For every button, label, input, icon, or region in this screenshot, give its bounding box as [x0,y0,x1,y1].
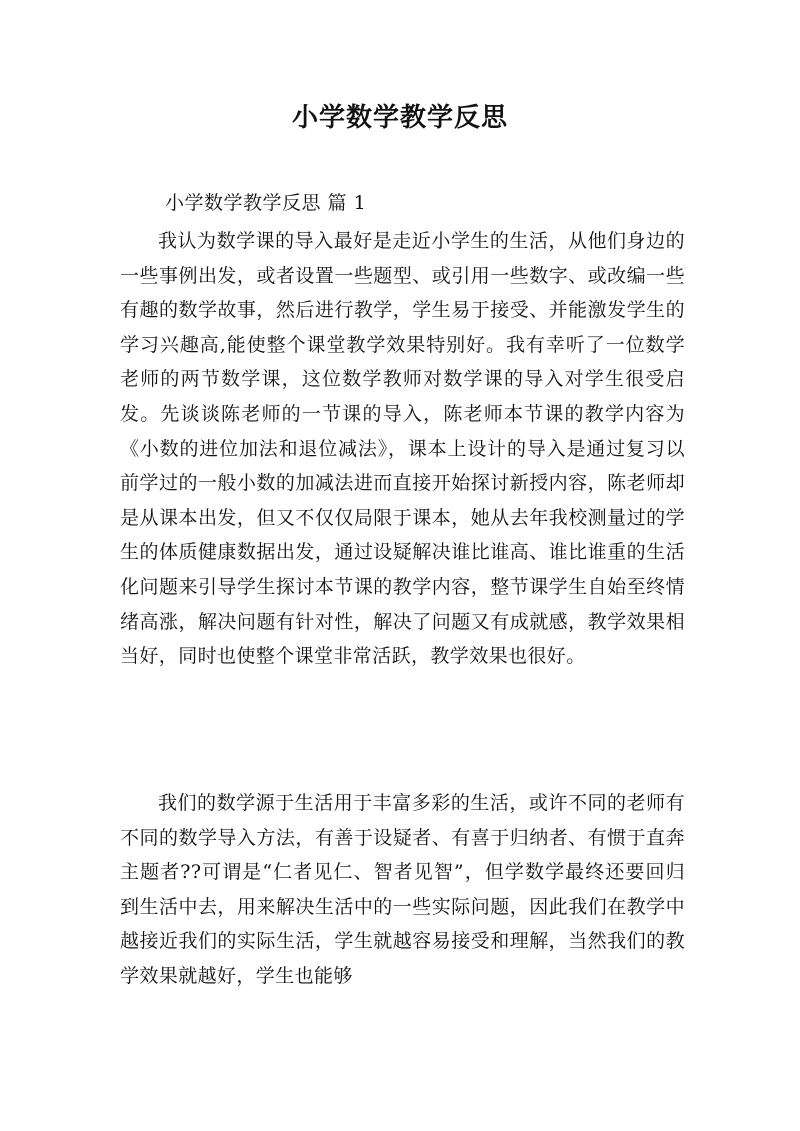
body-paragraph-2: 我们的数学源于生活用于丰富多彩的生活，或许不同的老师有不同的数学导入方法，有善于设疑者、有喜于归纳者、有惯于直奔主题者??可谓是“仁者见仁、智者见智”，但学数学最终还要回归到生活中去，用来解决生活中的一些实际问题，因此我们在教学中越接近我们的实际生活，学生就越容易接受和理解，当然我们的教学效果就越好，学生也能够 [120,792,685,987]
section-heading: 小学数学教学反思 篇 1 [165,192,367,214]
document-title: 小学数学教学反思 [291,103,508,133]
body-paragraph-1: 我认为数学课的导入最好是走近小学生的生活，从他们身边的一些事例出发，或者设置一些题型、或引用一些数字、或改编一些有趣的数学故事，然后进行教学，学生易于接受、并能激发学生的学习兴趣高,能使整个课堂教学效果特别好。我有幸听了一位数学老师的两节数学课，这位数学教师对数学课的导入对学生很受启发。先谈谈陈老师的一节课的导入，陈老师本节课的教学内容为《小数的进位加法和退位减法》，课本上设计的导入是通过复习以前学过的一般小数的加减法进而直接开始探讨新授内容，陈老师却是从课本出发，但又不仅仅局限于课本，她从去年我校测量过的学生的体质健康数据出发，通过设疑解决谁比谁高、谁比谁重的生活化问题来引导学生探讨本节课的教学内容，整节课学生自始至终情绪高涨，解决问题有针对性，解决了问题又有成就感，教学效果相当好，同时也使整个课堂非常活跃，教学效果也很好。 [120,230,685,668]
